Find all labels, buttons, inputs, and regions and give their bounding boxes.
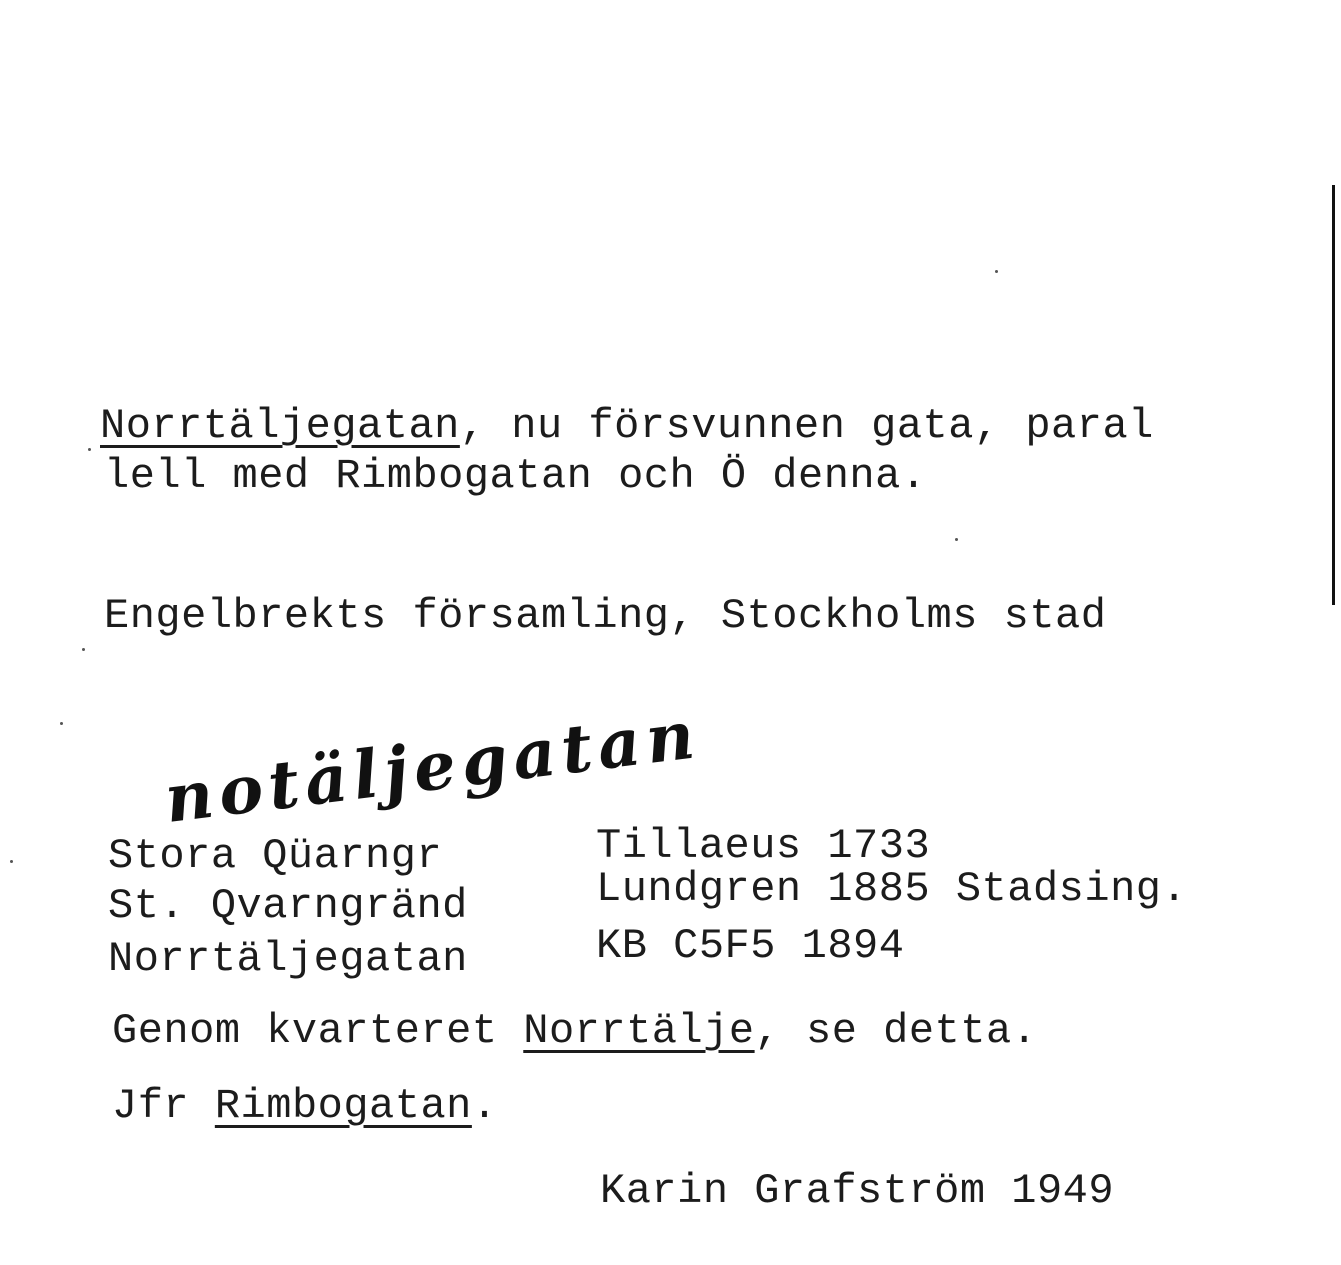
history-source-3: KB C5F5 1894	[596, 922, 905, 970]
scan-speck	[82, 648, 85, 651]
block-reference-suffix: , se detta.	[754, 1007, 1038, 1055]
compare-street-underlined: Rimbogatan	[214, 1082, 472, 1130]
history-name-1: Stora Qüarngr	[108, 832, 443, 880]
scan-speck	[995, 270, 998, 273]
scan-speck	[955, 538, 958, 541]
block-reference-prefix: Genom kvarteret	[112, 1007, 524, 1055]
description-line-2: lell med Rimbogatan och Ö denna.	[104, 452, 927, 500]
block-reference-line	[112, 1007, 1038, 1055]
card-edge-line	[1332, 185, 1335, 605]
compare-suffix: .	[471, 1082, 498, 1130]
compare-prefix: Jfr	[112, 1082, 215, 1130]
street-name-underlined: Norrtäljegatan	[100, 402, 460, 450]
block-name-underlined: Norrtälje	[523, 1007, 755, 1055]
signature: Karin Grafström 1949	[600, 1167, 1115, 1215]
scan-speck	[88, 448, 91, 451]
history-name-2: St. Qvarngränd	[108, 882, 468, 930]
scan-speck	[60, 722, 63, 725]
history-name-3: Norrtäljegatan	[108, 935, 468, 983]
description-line-1	[100, 402, 1154, 450]
handwritten-annotation: notäljegatan	[160, 694, 705, 838]
history-source-1: Tillaeus 1733	[596, 822, 931, 870]
compare-line	[112, 1082, 498, 1130]
scan-speck	[10, 860, 13, 863]
description-line-1-rest: , nu försvunnen gata, paral	[459, 402, 1154, 450]
parish-line: Engelbrekts församling, Stockholms stad	[104, 592, 1107, 640]
history-source-2: Lundgren 1885 Stadsing.	[596, 865, 1188, 913]
